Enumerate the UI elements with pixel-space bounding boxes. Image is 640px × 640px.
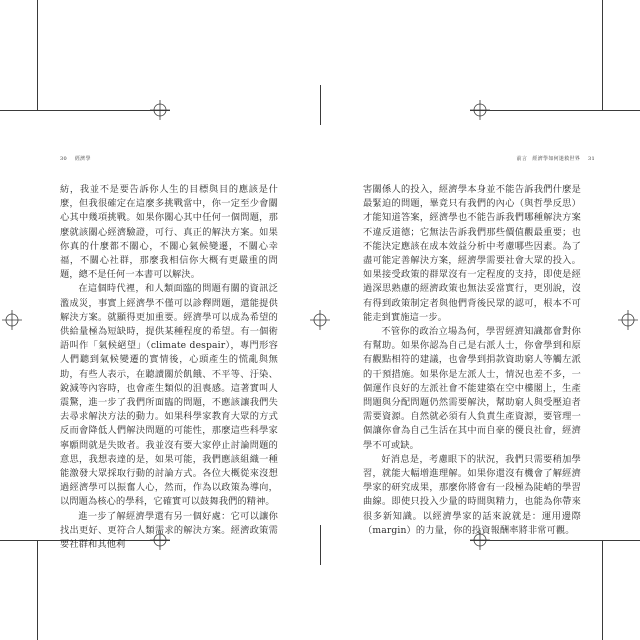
- left-page-number: 30: [60, 156, 67, 162]
- paragraph: 不管你的政治立場為何，學習經濟知識都會對你有幫助。如果你認為自己是右派人士，你會學到和原有觀點相符的建議，也會學到捐款資助窮人等觸左派的干預措施。如果你是左派人士，情況也差不多，一個運作良好的左派社會不能建築在空中樓閣上，生產問題與分配問題仍然需要解決，幫助窮人與受壓迫者需要資源。自然就必須有人負責生產資源，要管理一個讓你會為自己生活在其中而自豪的優良社會，經濟學不可或缺。: [363, 326, 581, 451]
- gutter-mark-top: [320, 85, 321, 125]
- paragraph: 在這個時代裡，和人類面臨的問題有關的資訊泛濫成災，事實上經濟學不僅可以診釋問題，還能提供解決方案。就顯得更加重要。經濟學可以成為希望的供給量極為短缺時，提供某種程度的希望。有一個術語叫作「氣候絕望」（climate despair），專門形容人們聽到氣候變遷的實情後，心頭產生的慌亂與無助，有些人表示，在聽讀關於飢餓、不平等、汙染、銳減等內容時，也會產生類似的沮喪感。這著實叫人震驚，進一步了我們所面臨的問題，不應該讓我們失去尋求解決方法的動力。如果科學家教育大眾的方式反而會降低人們解決問題的可能性，那麼這些科學家寧願問就是失敗者。我並沒有要大家停止討論問題的意思，我想表達的是，如果可能，我們應該組織一種能激發大眾採取行動的討論方式。各位大概從來沒想過經濟學可以振奮人心，然而，作為以政策為導向，以問題為核心的學科，它確實可以鼓舞我們的精神。: [60, 283, 278, 508]
- right-page-body: [363, 183, 581, 536]
- crop-line-top-right: [470, 110, 640, 111]
- gutter-mark-bottom: [320, 525, 321, 565]
- registration-mark-top-left: [150, 100, 170, 120]
- left-running-title: 經濟學: [74, 156, 91, 162]
- right-running-title: 前言 經濟學如何迷救世界: [516, 156, 581, 162]
- right-page-header: [517, 155, 595, 162]
- registration-mark-center: [310, 310, 330, 330]
- left-page-body: [60, 183, 278, 551]
- crop-line-right-bottom: [602, 540, 603, 640]
- crop-line-left-top: [37, 0, 38, 110]
- paragraph: 進一步了解經濟學還有另一個好處：它可以讓你找出更好、更符合人類需求的解決方案。經濟政策需要社群和其他利: [60, 510, 278, 551]
- paragraph: 好消息是，考慮眼下的狀況，我們只需要稍加學習，就能大幅增進理解。如果你還沒有機會了解經濟學家的研究成果，那麼你將會有一段極為陡峭的學習曲線。即使只投入少量的時間與精力，也能為你帶來很多新知識。以經濟學家的話來說就是：運用邊際（margin）的力量，你的投資報酬率將非常可觀。: [363, 453, 581, 536]
- crop-line-bottom-right: [470, 540, 640, 541]
- crop-line-right-top: [602, 0, 603, 110]
- registration-mark-right: [618, 310, 638, 330]
- crop-line-top-left: [0, 110, 170, 111]
- right-page-number: 31: [588, 156, 595, 162]
- paragraph: 害關係人的投入，經濟學本身並不能告訴我們什麼是最緊迫的問題，畢竟只有我們的內心（與哲學反思）才能知道答案，經濟學也不能告訴我們哪種解決方案不違反道德；它無法告訴我們那些價值觀最重要；也不能決定應該在成本效益分析中考慮哪些因素。為了盡可能定善解決方案，經濟學需要社會大眾的投入。如果接受政策的群眾沒有一定程度的支持，即使是經過深思熟慮的經濟政策也無法妥當實行，更別說，沒有得到政策制定者與他們背後民眾的認可，根本不可能走到實施這一步。: [363, 184, 581, 323]
- paragraph: 紡，我並不是要告訴你人生的目標與目的應該是什麼，但我很確定在這麼多挑戰當中，你一定至少會關心其中幾項挑戰。如果你關心其中任何一個問題，那麼就該關心經濟驗證，可行、真正的解決方案。如果你真的什麼都不關心，不關心氣候變遷，不關心幸福，不關心社群，那麼我相信你大概有更嚴重的問題，總不是任何一本書可以解決。: [60, 184, 278, 281]
- registration-mark-left: [2, 310, 22, 330]
- registration-mark-top-right: [470, 100, 490, 120]
- left-page-header: [60, 155, 91, 162]
- crop-line-left-bottom: [37, 540, 38, 640]
